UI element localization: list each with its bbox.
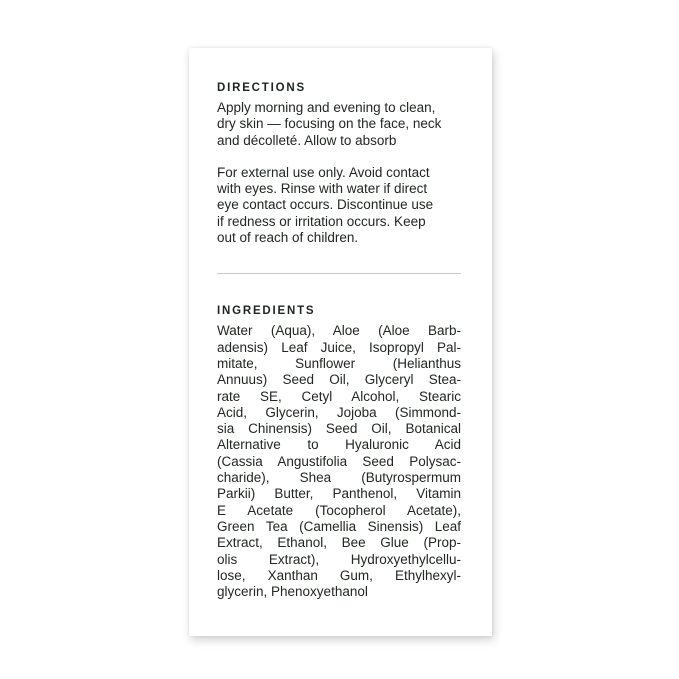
section-divider [217,273,461,274]
text-line: Annuus) Seed Oil, Glyceryl Stea- [217,372,461,388]
text-line: eye contact occurs. Discontinue use [217,197,434,213]
text-line: sia Chinensis) Seed Oil, Botanical [217,421,461,437]
text-line: E Acetate (Tocopherol Acetate), [217,502,461,518]
text-line: Extract, Ethanol, Bee Glue (Prop- [217,535,461,551]
text-line: with eyes. Rinse with water if direct [217,181,428,197]
text-line: Alternative to Hyaluronic Acid [217,437,461,453]
text-line: (Cassia Angustifolia Seed Polysac- [217,453,461,469]
text-line: Acid, Glycerin, Jojoba (Simmond- [217,404,461,420]
text-line: mitate, Sunflower (Helianthus [217,355,461,371]
ingredients-list [217,323,461,600]
text-line: and décolleté. Allow to absorb [217,132,397,148]
directions-heading: DIRECTIONS [217,82,306,94]
directions-paragraph-2 [217,165,461,246]
text-line: dry skin — focusing on the face, neck [217,116,442,132]
label-content [189,48,492,600]
ingredients-heading: INGREDIENTS [217,305,316,318]
text-line: For external use only. Avoid contact [217,164,430,180]
text-line: adensis) Leaf Juice, Isopropyl Pal- [217,339,461,355]
directions-paragraph-1 [217,100,461,149]
product-label-card [189,48,492,636]
text-line: rate SE, Cetyl Alcohol, Stearic [217,388,461,404]
text-line: olis Extract), Hydroxyethylcellu- [217,551,461,567]
text-line: Apply morning and evening to clean, [217,100,436,115]
text-line: Water (Aqua), Aloe (Aloe Barb- [217,323,461,339]
text-line: if redness or irritation occurs. Keep [217,213,426,229]
text-line: out of reach of children. [217,230,359,246]
text-line: lose, Xanthan Gum, Ethylhexyl- [217,567,461,583]
text-line: Parkii) Butter, Panthenol, Vitamin [217,486,461,502]
text-line: charide), Shea (Butyrospermum [217,470,461,486]
text-line: Green Tea (Camellia Sinensis) Leaf [217,518,461,534]
text-line: glycerin, Phenoxyethanol [217,584,368,600]
